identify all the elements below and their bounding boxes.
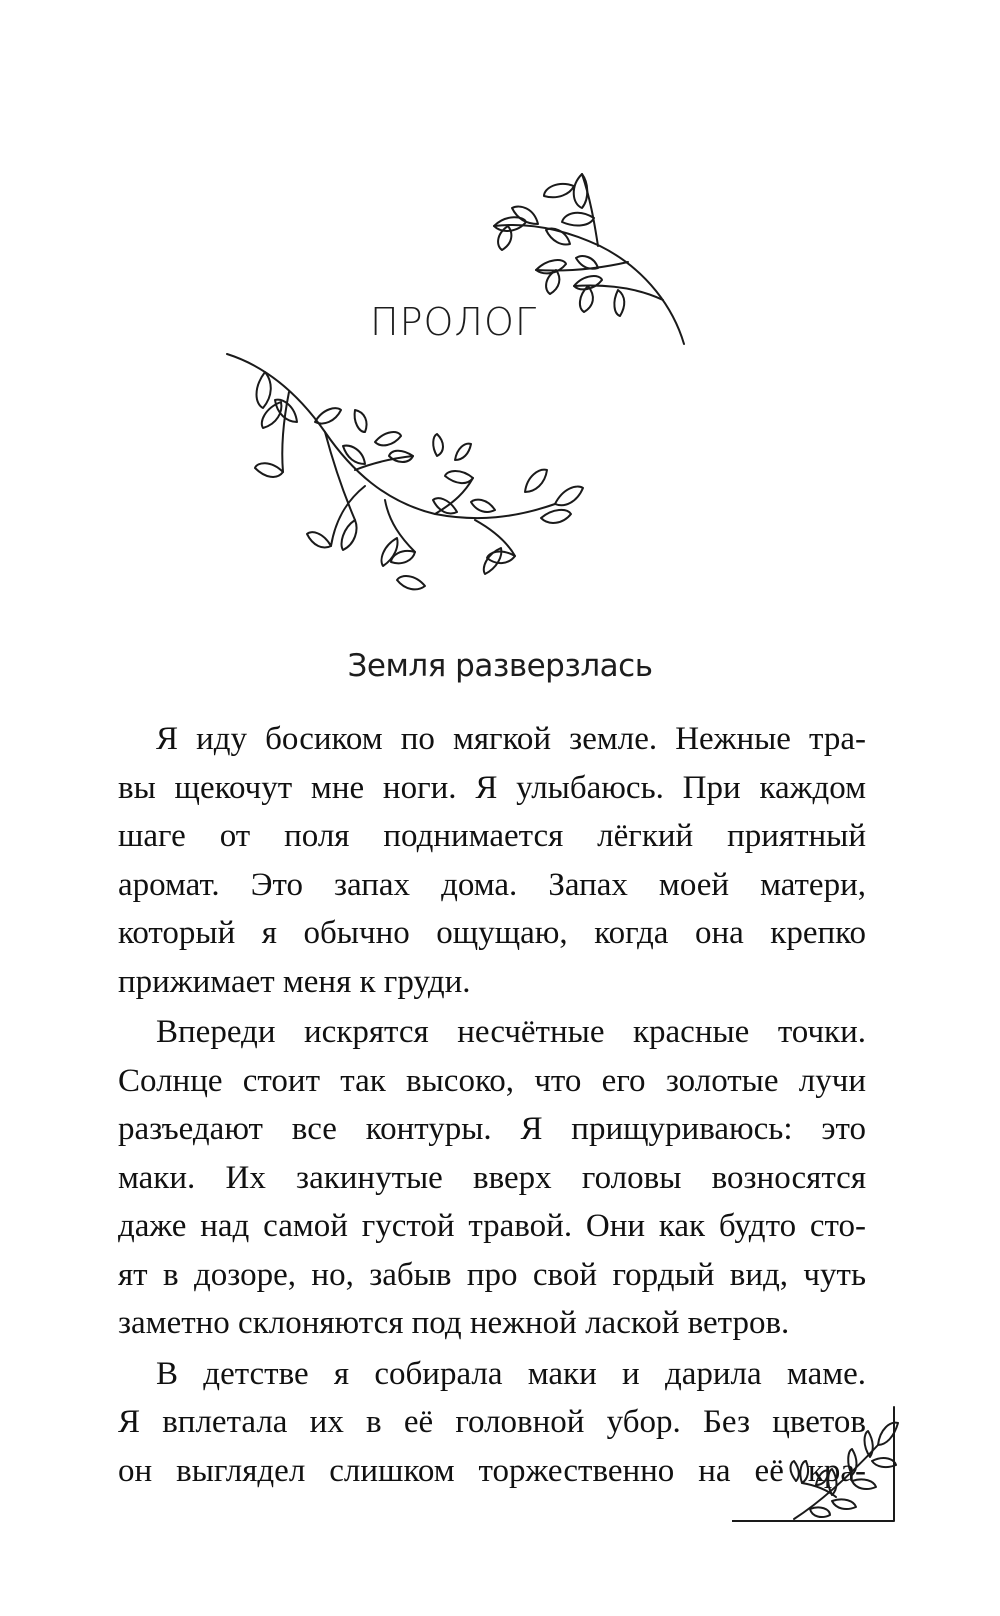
text-line: шаге от поля поднимается лёгкий приятный	[118, 818, 866, 854]
text-line: Я иду босиком по мягкой земле. Нежные тра-	[156, 721, 866, 757]
chapter-heading: ПРОЛОГ	[370, 300, 538, 344]
text-line: В детстве я собирала маки и дарила маме.	[156, 1355, 866, 1392]
text-line: Впереди искрятся несчётные красные точки.	[156, 1014, 866, 1050]
text-line: он выглядел слишком торжественно на её кра-	[118, 1452, 866, 1489]
body-text	[118, 715, 866, 1495]
chapter-subtitle: Земля разверзлась	[347, 648, 653, 684]
text-line: Я вплетала их в её головной убор. Без цветов	[118, 1404, 866, 1440]
middle-branch-ornament-icon	[225, 352, 620, 602]
paragraph	[118, 715, 866, 1006]
text-line: вы щекочут мне ноги. Я улыбаюсь. При каждом	[118, 769, 866, 806]
paragraph	[118, 1008, 866, 1348]
text-line: прижимает меня к груди.	[118, 963, 471, 1000]
text-line: который я обычно ощущаю, когда она крепко	[118, 915, 866, 951]
text-line: разъедают все контуры. Я прищуриваюсь: это	[118, 1111, 866, 1147]
corner-leaf-ornament-icon	[732, 1405, 902, 1575]
text-line: маки. Их закинутые вверх головы возносятся	[118, 1159, 866, 1196]
text-line: ят в дозоре, но, забыв про свой гордый вид, чуть	[118, 1256, 866, 1293]
text-line: заметно склоняются под нежной лаской ветров.	[118, 1305, 790, 1341]
text-line: аромат. Это запах дома. Запах моей матери,	[118, 866, 866, 903]
text-line: даже над самой густой травой. Они как будто сто-	[118, 1208, 866, 1244]
text-line: Солнце стоит так высоко, что его золотые лучи	[118, 1062, 866, 1099]
